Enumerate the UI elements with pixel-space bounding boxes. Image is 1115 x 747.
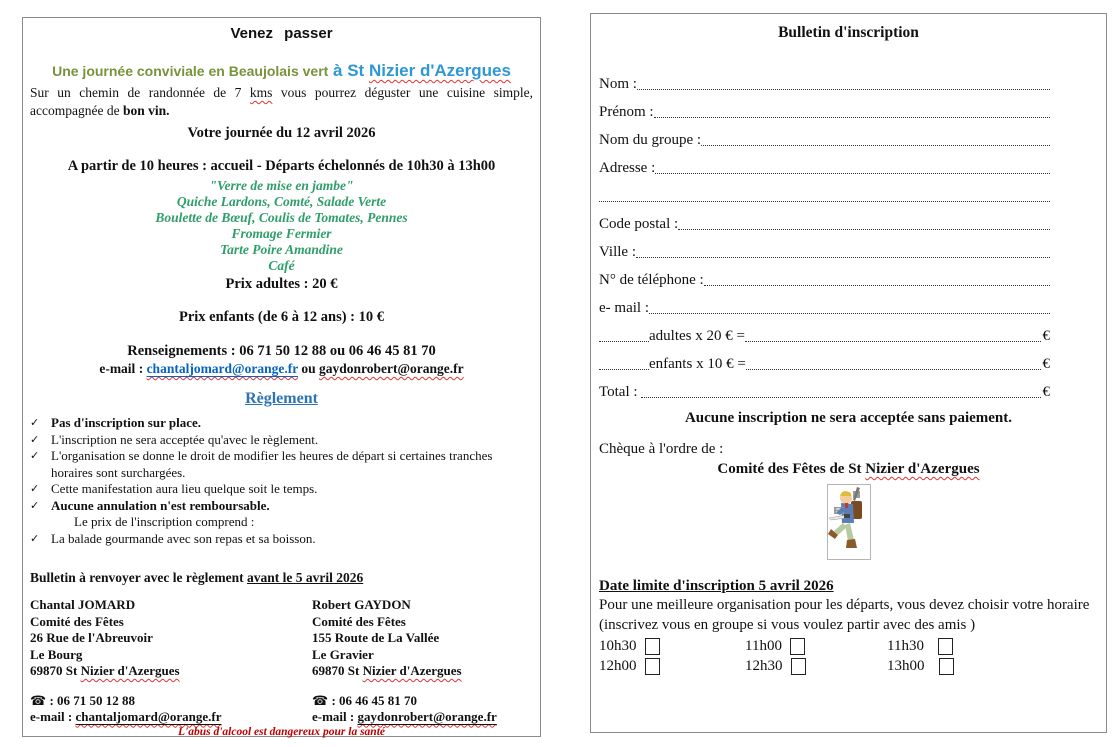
time-label: 12h30 — [745, 657, 783, 674]
email-link-wrap — [147, 361, 298, 376]
field-row-groupe — [599, 130, 1050, 149]
menu-item: Tarte Poire Amandine — [220, 242, 343, 258]
email-row-chantal — [30, 709, 312, 725]
form-title: Bulletin d'inscription — [778, 24, 919, 41]
dotted-line — [599, 201, 1050, 202]
field-row-email — [599, 298, 1050, 317]
form-fields — [599, 74, 1098, 401]
price-children: Prix enfants (de 6 à 12 ans) : 10 € — [178, 309, 384, 326]
rule-text: Pas d'inscription sur place. — [51, 415, 202, 431]
rule-item — [30, 432, 533, 449]
time-label: 11h30 — [887, 637, 924, 654]
return-date: avant le 5 avril 2026 — [246, 570, 364, 586]
time-choice-grid — [599, 636, 1098, 676]
contact-address: 26 Rue de l'Abreuvoir — [30, 630, 153, 646]
rule-text: L'organisation se donne le droit de modifier les heures de départ si certaines tranches horaires sont surchargées. — [51, 448, 493, 480]
schedule-heading: A partir de 10 heures : accueil - Départs échelonnés de 10h30 à 13h00 — [67, 158, 496, 175]
telephone-icon: ☎ — [312, 693, 329, 709]
dotted-line — [641, 397, 1040, 398]
payment-notice: Aucune inscription ne sera acceptée sans paiement. — [684, 410, 1013, 426]
time-row — [599, 636, 1098, 656]
contact-emails-row — [30, 709, 533, 725]
time-checkbox-13h00[interactable] — [939, 658, 954, 675]
deadline-heading: Date limite d'inscription 5 avril 2026 — [599, 578, 834, 594]
cheque-payee-place: Nizier d'Azergues — [865, 461, 980, 477]
field-label-prenom: Prénom : — [599, 104, 654, 120]
contact-address: 155 Route de La Vallée — [312, 630, 440, 646]
contact-name: Robert GAYDON — [312, 597, 411, 613]
dotted-line — [745, 341, 1041, 342]
cheque-payee-prefix: Comité des Fêtes de St — [717, 461, 866, 477]
time-option — [599, 656, 745, 676]
time-option — [745, 636, 887, 656]
intro-text-1: Sur un chemin de randonnée de 7 — [30, 85, 250, 100]
event-date-heading: Votre journée du 12 avril 2026 — [187, 125, 376, 142]
intro-text-2: vous pourrez déguster une cuisine simple, accompagnée de — [30, 85, 533, 118]
contact-city-prefix: 69870 St — [30, 663, 81, 679]
registration-form-page — [590, 13, 1107, 733]
schedule-instruction: Pour une meilleure organisation pour les départs, vous devez choisir votre horaire (inscrivez vous en groupe si vous voulez partir avec des amis ) — [599, 597, 1090, 633]
time-option — [599, 636, 745, 656]
cheque-payee — [599, 461, 1098, 478]
rule-text: Aucune annulation n'est remboursable. — [51, 497, 270, 513]
field-label-telephone: N° de téléphone : — [599, 272, 704, 288]
hiker-clipart-image — [827, 484, 871, 560]
field-label-email: e- mail : — [599, 300, 649, 316]
menu-item: Quiche Lardons, Comté, Salade Verte — [176, 194, 387, 210]
venez-passer-heading: Venez passer — [230, 25, 333, 42]
field-row-code-postal — [599, 214, 1050, 233]
email-wrap — [75, 709, 221, 724]
field-label-ville: Ville : — [599, 244, 637, 260]
rule-item — [30, 498, 533, 515]
field-row-nom — [599, 74, 1050, 93]
rule-item — [30, 448, 533, 481]
dotted-line — [746, 369, 1041, 370]
rule-item — [30, 415, 533, 432]
dotted-line — [637, 89, 1050, 90]
time-label: 11h00 — [745, 637, 782, 654]
dotted-line — [678, 229, 1050, 230]
field-row-prenom — [599, 102, 1050, 121]
phone-robert — [312, 693, 533, 709]
rule-text: Cette manifestation aura lieu quelque soit le temps. — [51, 481, 318, 497]
checkmark-icon: ✓ — [30, 482, 40, 496]
contact-org: Comité des Fêtes — [30, 613, 124, 629]
menu-item: "Verre de mise en jambe" — [209, 178, 354, 194]
alcohol-warning: L'abus d'alcool est dangereux pour la santé — [177, 725, 386, 738]
phone-number: : 06 46 45 81 70 — [331, 692, 418, 708]
email-ou: ou — [297, 361, 319, 377]
time-option — [745, 656, 887, 676]
field-row-ville — [599, 242, 1050, 261]
rule-item — [30, 531, 533, 548]
euro-sign: € — [1042, 356, 1050, 372]
field-label-nom: Nom : — [599, 76, 637, 92]
dotted-line — [649, 313, 1050, 314]
time-checkbox-12h30[interactable] — [791, 658, 806, 675]
field-label-groupe: Nom du groupe : — [599, 132, 702, 148]
rules-list — [30, 415, 533, 547]
reglement-heading: Règlement — [245, 390, 318, 408]
menu-list — [30, 178, 533, 274]
intro-kms: kms — [249, 85, 273, 100]
phone-chantal — [30, 693, 312, 709]
contacts-block — [30, 597, 533, 680]
return-text: Bulletin à renvoyer avec le règlement — [30, 570, 247, 586]
contact-robert — [312, 597, 533, 680]
email-label: e-mail : — [99, 361, 147, 377]
enfants-label: enfants x 10 € = — [649, 356, 746, 372]
email-label: e-mail : — [30, 708, 76, 724]
cheque-line: Chèque à l'ordre de : — [599, 441, 724, 457]
contact-city-name: Nizier d'Azergues — [80, 663, 180, 679]
contact-address: Le Bourg — [30, 646, 83, 662]
rule-text: L'inscription ne sera acceptée qu'avec le règlement. — [51, 431, 319, 447]
telephone-icon: ☎ — [30, 693, 47, 709]
event-title-blue-prefix: à St — [328, 61, 369, 80]
return-deadline-line — [30, 570, 533, 586]
checkmark-icon: ✓ — [30, 416, 40, 430]
time-checkbox-11h00[interactable] — [790, 638, 805, 655]
contact-city — [312, 663, 533, 680]
dotted-line — [599, 369, 649, 370]
field-label-adresse: Adresse : — [599, 160, 656, 176]
field-row-telephone — [599, 270, 1050, 289]
email-label: e-mail : — [312, 708, 358, 724]
intro-paragraph — [30, 84, 533, 119]
email-wrap — [357, 709, 496, 724]
contact-city-prefix: 69870 St — [312, 663, 363, 679]
dotted-line — [655, 173, 1050, 174]
menu-item: Fromage Fermier — [231, 226, 332, 242]
clipart-wrap — [599, 484, 1098, 564]
euro-sign: € — [1042, 328, 1050, 344]
email-link-chantal[interactable]: chantaljomard@orange.fr — [146, 361, 298, 377]
contact-city-name: Nizier d'Azergues — [362, 663, 462, 679]
reglement-heading-wrap — [30, 390, 533, 408]
contact-phones-row — [30, 693, 533, 709]
time-checkbox-12h00[interactable] — [645, 658, 660, 675]
event-title-green: Une journée conviviale en Beaujolais vert — [52, 63, 329, 79]
email-link-robert-bottom[interactable]: gaydonrobert@orange.fr — [357, 708, 497, 724]
flyer-page — [22, 17, 541, 737]
email-robert: gaydonrobert@orange.fr — [319, 361, 464, 377]
time-checkbox-10h30[interactable] — [645, 638, 660, 655]
contact-chantal — [30, 597, 312, 680]
time-option — [887, 636, 1098, 656]
total-label: Total : — [599, 384, 642, 400]
checkmark-icon: ✓ — [30, 449, 40, 463]
event-title-place: Nizier d'Azergues — [368, 61, 511, 80]
row-enfants — [599, 354, 1050, 373]
contact-org: Comité des Fêtes — [312, 613, 406, 629]
time-label: 13h00 — [887, 657, 925, 674]
contact-name: Chantal JOMARD — [30, 597, 136, 613]
field-row-adresse-2 — [599, 186, 1050, 205]
field-row-adresse — [599, 158, 1050, 177]
menu-item: Boulette de Bœuf, Coulis de Tomates, Pennes — [155, 210, 408, 226]
rule-item — [30, 481, 533, 498]
adultes-label: adultes x 20 € = — [649, 328, 745, 344]
checkmark-icon: ✓ — [30, 531, 40, 545]
euro-sign: € — [1042, 384, 1050, 400]
time-row — [599, 656, 1098, 676]
intro-bon-vin: bon vin. — [122, 102, 170, 118]
row-adultes — [599, 326, 1050, 345]
contact-address: Le Gravier — [312, 646, 374, 662]
info-phone-line: Renseignements : 06 71 50 12 88 ou 06 46 45 81 70 — [127, 343, 436, 360]
checkmark-icon: ✓ — [30, 498, 40, 512]
event-title-line — [30, 61, 533, 81]
rule-sub-text: Le prix de l'inscription comprend : — [74, 514, 255, 530]
rule-text: La balade gourmande avec son repas et sa boisson. — [51, 530, 316, 546]
time-label: 12h00 — [599, 657, 637, 674]
time-option — [887, 656, 1098, 676]
price-adults: Prix adultes : 20 € — [225, 276, 338, 293]
dotted-line — [701, 145, 1050, 146]
dotted-line — [654, 117, 1050, 118]
time-label: 10h30 — [599, 637, 637, 654]
email-link-chantal-bottom[interactable]: chantaljomard@orange.fr — [75, 708, 222, 724]
checkmark-icon: ✓ — [30, 432, 40, 446]
field-label-code-postal: Code postal : — [599, 216, 679, 232]
phone-number: : 06 71 50 12 88 — [49, 692, 136, 708]
dotted-line — [636, 257, 1050, 258]
dotted-line — [704, 285, 1050, 286]
email-row-robert — [312, 709, 533, 725]
time-checkbox-11h30[interactable] — [938, 638, 953, 655]
contact-city — [30, 663, 312, 680]
menu-item: Café — [268, 258, 295, 274]
info-email-line — [30, 361, 533, 377]
row-total — [599, 382, 1050, 401]
dotted-line — [599, 341, 649, 342]
